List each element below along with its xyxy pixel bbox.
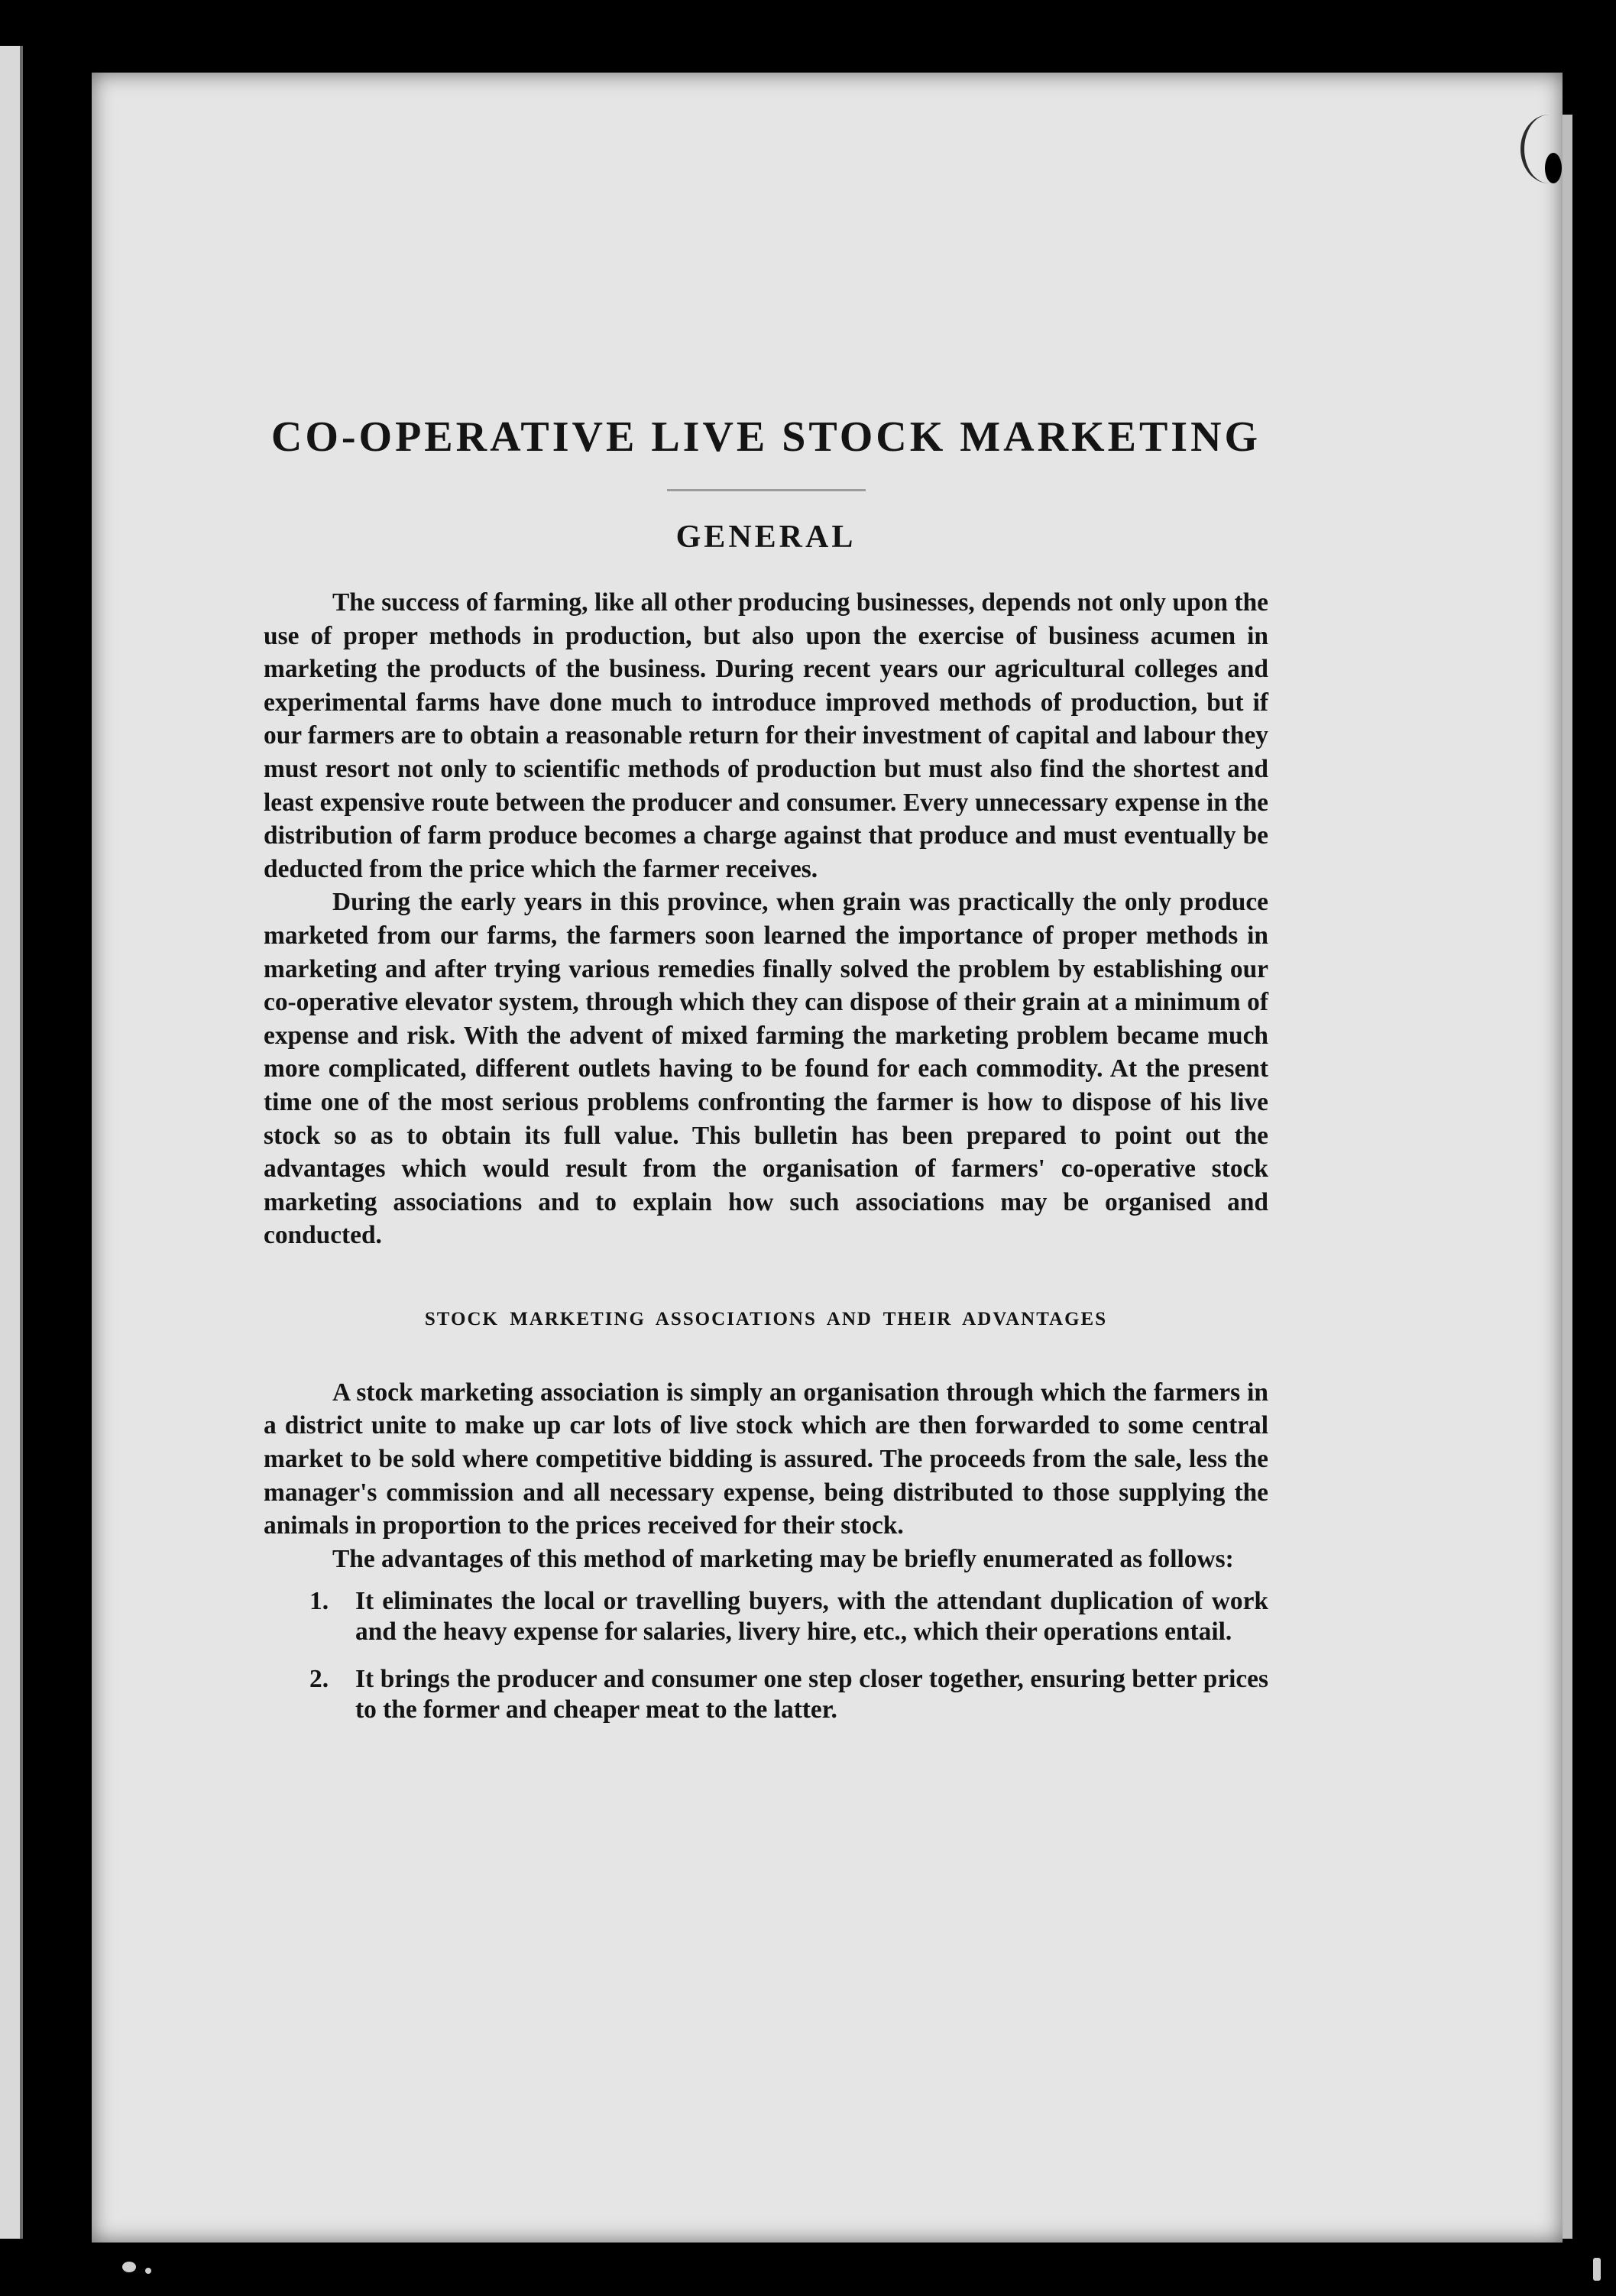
document-body <box>264 413 1268 1742</box>
list-item-text: It eliminates the local or travelling buyers, with the attendant duplication of work and the heavy expense for salaries, livery hire, etc., which their operations entail. <box>355 1587 1268 1647</box>
document-title: CO-OPERATIVE LIVE STOCK MARKETING <box>270 413 1261 461</box>
paragraph: The success of farming, like all other producing businesses, depends not only upon the use of proper methods in production, but also upon the exercise of business acumen in marketing the products of the business. During recent years our agricultural colleges and experimental farms have done much to introduce improved methods of production, but if our farmers are to obtain a reasonable return for their investment of capital and labour they must resort not only to scientific methods of production but must also find the shortest and least expensive route between the producer and consumer. Every unnecessary expense in the distribution of farm produce becomes a charge against that produce and must eventually be deducted from the price which the farmer receives. <box>264 588 1268 883</box>
list-item <box>309 1664 1268 1725</box>
list-item-number: 2. <box>309 1665 329 1694</box>
adjacent-page-shadow <box>20 46 23 2239</box>
dust-speck <box>145 2268 151 2274</box>
dust-speck <box>122 2262 136 2272</box>
advantages-list <box>264 1586 1268 1725</box>
list-item-number: 1. <box>309 1587 329 1616</box>
paragraph: During the early years in this province, when grain was practically the only produce marketed from our farms, the farmers soon learned the importance of proper methods in marketing and after trying various remedies finally solved the problem by establishing our co-operative elevator system, through which they can dispose of their grain at a minimum of expense and risk. With the advent of mixed farming the marketing problem became much more complicated, different outlets having to be found for each commodity. At the present time one of the most serious problems confronting the farmer is how to dispose of his live stock so as to obtain its full value. This bulletin has been prepared to point out the advantages which would result from the organisation of farmers' co-operative stock marketing associations and to explain how such associations may be organised and conducted. <box>264 888 1268 1250</box>
page-corner-tear <box>1545 153 1562 183</box>
paragraph: A stock marketing association is simply an organisation through which the farmers in a district unite to make up car lots of live stock which are then forwarded to some central market to be sold where competitive bidding is assured. The proceeds from the sale, less the manager's commission and all necessary expense, being distributed to those supplying the animals in proportion to the prices received for their stock. <box>264 1378 1268 1540</box>
subheading-associations: STOCK MARKETING ASSOCIATIONS AND THEIR ADVANTAGES <box>424 1308 1108 1329</box>
list-item <box>309 1586 1268 1647</box>
section-heading-general: GENERAL <box>675 520 857 555</box>
paragraph: The advantages of this method of marketing may be briefly enumerated as follows: <box>332 1544 1234 1573</box>
list-item-text: It brings the producer and consumer one step closer together, ensuring better prices to the former and cheaper meat to the latter. <box>355 1665 1268 1724</box>
title-divider <box>667 489 866 491</box>
adjacent-page-edge <box>0 46 20 2239</box>
dust-speck <box>1593 2258 1601 2281</box>
